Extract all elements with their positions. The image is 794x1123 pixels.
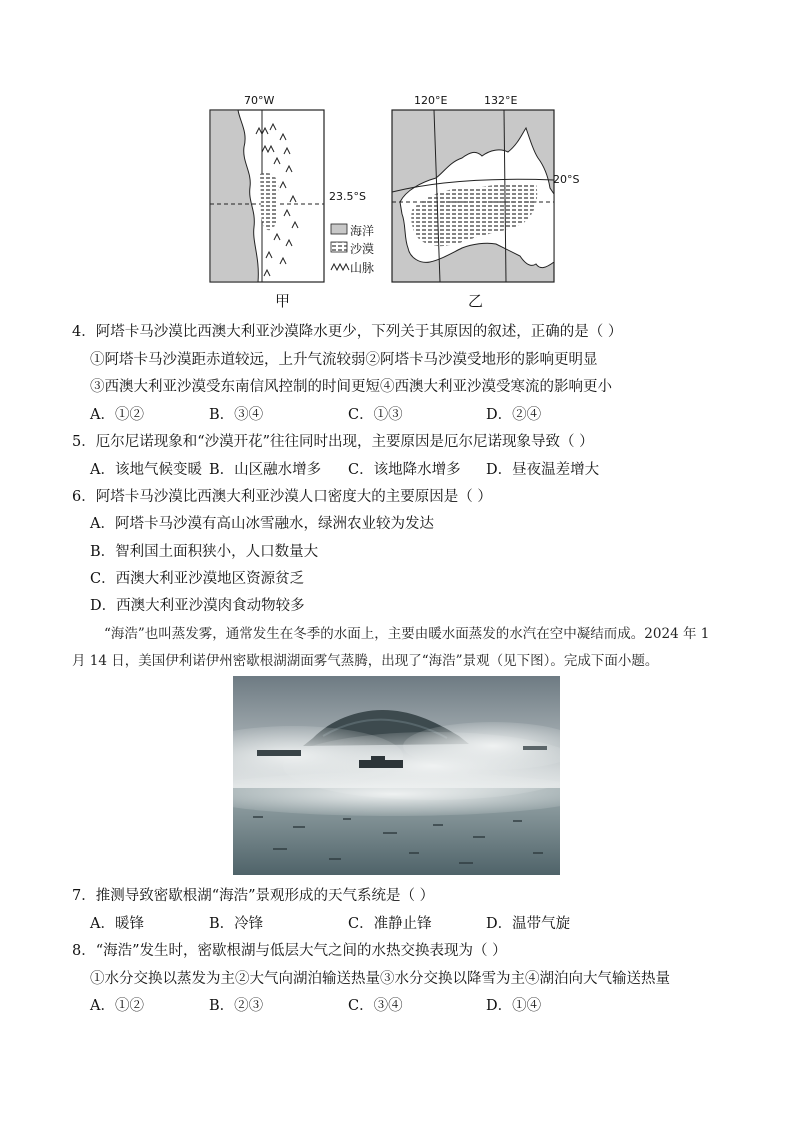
map-jia-lon-label: 70°W (244, 94, 275, 107)
legend-desert-label: 沙漠 (350, 242, 375, 256)
passage-line-1: “海浩”也叫蒸发雾，通常发生在冬季的水面上，主要由暖水面蒸发的水汽在空中凝结而成。2024 年 1 (104, 626, 710, 642)
question-5-option-d[interactable]: D．昼夜温差增大 (486, 462, 600, 478)
question-4-statement-1: ①阿塔卡马沙漠距赤道较远，上升气流较弱②阿塔卡马沙漠受地形的影响更明显 (90, 352, 598, 368)
legend-desert-swatch (331, 242, 347, 252)
question-5-option-a[interactable]: A．该地气候变暖 (90, 462, 202, 478)
legend-mountain-swatch (331, 264, 349, 270)
question-7-option-d[interactable]: D．温带气旋 (486, 916, 571, 932)
question-4-option-d[interactable]: D．②④ (486, 407, 542, 423)
sea-smoke-photo (233, 676, 560, 875)
question-8-option-d[interactable]: D．①④ (486, 998, 542, 1014)
question-7-option-a[interactable]: A．暖锋 (90, 916, 144, 932)
map-jia-caption: 甲 (275, 292, 291, 310)
question-6-option-a[interactable]: A．阿塔卡马沙漠有高山冰雪融水，绿洲农业较为发达 (90, 516, 434, 532)
question-4-stem: 4．阿塔卡马沙漠比西澳大利亚沙漠降水更少，下列关于其原因的叙述，正确的是（ ） (72, 324, 623, 340)
map-jia-desert (260, 173, 278, 230)
question-7-option-c[interactable]: C．准静止锋 (348, 916, 432, 932)
question-6-option-c[interactable]: C．西澳大利亚沙漠地区资源贫乏 (90, 571, 305, 587)
question-6-stem: 6．阿塔卡马沙漠比西澳大利亚沙漠人口密度大的主要原因是（ ） (72, 489, 492, 505)
legend-ocean-label: 海洋 (350, 224, 375, 238)
question-8-option-a[interactable]: A．①② (90, 998, 144, 1014)
legend-mountain-label: 山脉 (350, 261, 375, 275)
question-4-option-c[interactable]: C．①③ (348, 407, 403, 423)
legend-ocean-swatch (331, 224, 347, 234)
map-yi-caption: 乙 (468, 292, 484, 310)
sea-smoke-photo-svg (233, 676, 560, 875)
question-7-stem: 7．推测导致密歇根湖“海浩”景观形成的天气系统是（ ） (72, 888, 435, 904)
question-7-option-b[interactable]: B．冷锋 (209, 916, 264, 932)
question-5-option-c[interactable]: C．该地降水增多 (348, 462, 461, 478)
map-legend (331, 224, 349, 270)
question-6-option-b[interactable]: B．智利国土面积狭小，人口数量大 (90, 544, 319, 560)
map-yi-lon-label-120: 120°E (414, 94, 448, 107)
map-jia-lat-label: 23.5°S (329, 190, 366, 203)
map-yi (392, 110, 554, 282)
question-8-statement-1: ①水分交换以蒸发为主②大气向湖泊输送热量③水分交换以降雪为主④湖泊向大气输送热量 (90, 971, 670, 987)
map-jia (210, 110, 324, 282)
question-6-option-d[interactable]: D．西澳大利亚沙漠肉食动物较多 (90, 598, 305, 614)
question-8-option-c[interactable]: C．③④ (348, 998, 403, 1014)
map-figure (200, 92, 560, 310)
map-yi-lon-label-132: 132°E (484, 94, 518, 107)
map-figure-svg (200, 92, 560, 310)
question-5-option-b[interactable]: B．山区融水增多 (209, 462, 322, 478)
question-5-stem: 5．厄尔尼诺现象和“沙漠开花”往往同时出现，主要原因是厄尔尼诺现象导致（ ） (72, 434, 594, 450)
question-4-option-b[interactable]: B．③④ (209, 407, 264, 423)
map-yi-lat-label: 20°S (553, 173, 580, 186)
question-8-stem: 8．“海浩”发生时，密歇根湖与低层大气之间的水热交换表现为（ ） (72, 943, 507, 959)
passage-line-2: 月 14 日，美国伊利诺伊州密歇根湖湖面雾气蒸腾，出现了“海浩”景观（见下图）。完成下面小题。 (72, 653, 659, 669)
question-8-option-b[interactable]: B．②③ (209, 998, 264, 1014)
question-4-statement-2: ③西澳大利亚沙漠受东南信风控制的时间更短④西澳大利亚沙漠受寒流的影响更小 (90, 379, 612, 395)
question-4-option-a[interactable]: A．①② (90, 407, 144, 423)
